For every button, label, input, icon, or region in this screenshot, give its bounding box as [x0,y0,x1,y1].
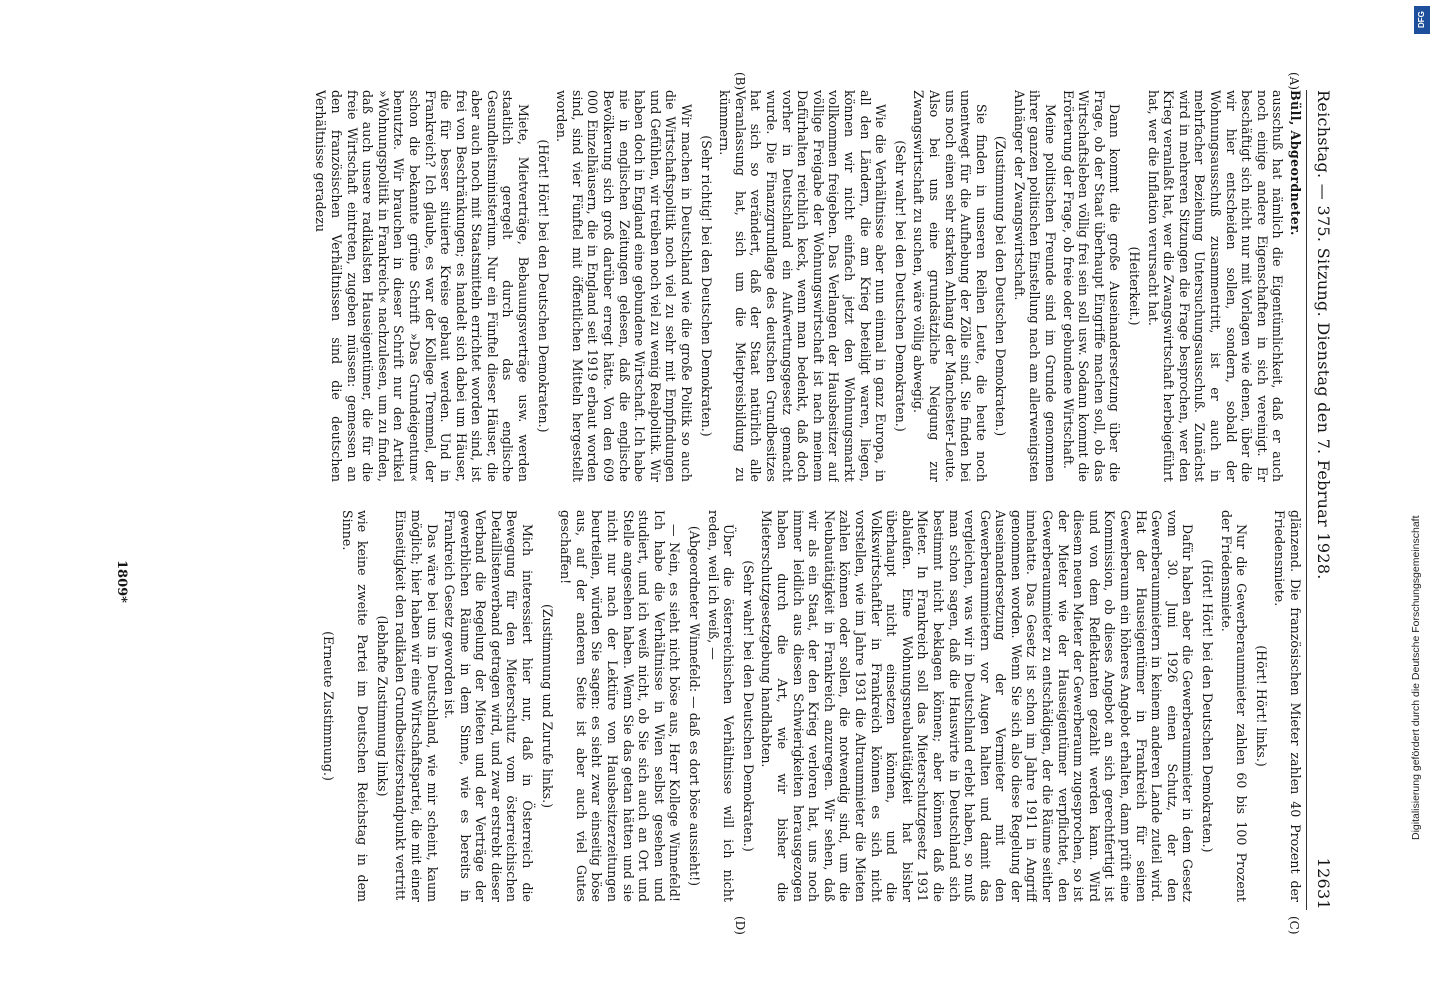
interjection: (Hört! Hört! bei den Deutschen Demokraten.) [535,139,551,433]
interjection: (Zustimmung und Zurufe links.) [539,603,555,809]
header-rule [1306,90,1307,910]
interjection: (lebhafte Zustimmung links) [374,615,390,797]
paragraph: Dafür haben aber die Gewerberaummieter in dem Gesetz vom 30. Juni 1926 einen Schutz, der den Gewerberaummietern in keinem anderen Lande zuteil wird. Hat der Hauseigentümer in Frankreich für seinen Gewerberaum ein höheres Angebot erhalten, dann prüft eine Kommission, ob dieses Angebot an sich gerechtfertigt ist und von dem Reflektanten gezahlt werden kann. Wird diesem neuen Mieter der Gewerberaum zugesprochen, so ist der Mieter wie der Hauseigentümer verpflichtet, den Gewerberaummieter zu entschädigen, der die Räume seither innehatte. Das Gesetz ist schon im Jahre 1911 in Angriff genommen worden. Wenn Sie sich also diese Regelung der Auseinandersetzung der Vermieter mit den Gewerberaummietern vor Augen halten und damit das vergleichen, was wir in Deutschland erlebt haben, so muß man schon sagen, daß die Hauswirte in Deutschland sich bestimmt nicht beklagen können; aber können daß die Mieter. In Frankreich soll das Mieterschutzgesetz 1931 ablaufen. Eine Wohnungsneubautätigkeit hat bisher überhaupt nicht einsetzen können, und die Volkswirtschaftler in Frankreich können es sich nicht vorstellen, wie im Jahre 1931 die Altraummieter die Mieten zahlen können oder sollen, die notwendig sind, um die Neubautätigkeit in Frankreich anzuregen. Wir sehen, daß wir als ein Staat, der den Krieg verloren hat, uns noch immer leidlich aus diesen Schwierigkeiten herausgezogen haben durch die Art, wie wir bisher die Mieterschutzgesetzgebung handhabten. [759,510,1196,902]
rotated-page [114,72,1337,935]
paragraph: Nur die Gewerberaummieter zahlen 60 bis 100 Prozent der Friedensmiete. [1218,510,1250,902]
digitization-note: Digitalisierung gefördert durch die Deutsche Forschungsgemeinschaft [1410,515,1422,840]
header-title: Reichstag. — 375. Sitzung. Dienstag den 7. Februar 1928. [1314,90,1333,580]
paragraph: Meine politischen Freunde sind im Grunde genommen ihrer ganzen politischen Einstellung nach am allerwenigsten Anhänger der Zwangswirtschaft. [1011,90,1059,482]
page-header [1311,90,1337,910]
signature-mark: 1809* [114,560,129,603]
dfg-logo-icon: DFG [1414,6,1430,34]
left-column [127,90,1303,482]
interjection: (Heiterkeit.) [1127,246,1143,326]
margin-marker-c: (C) [1287,916,1301,935]
interjection: (Sehr wahr! bei den Deutschen Demokraten.) [892,140,908,432]
paragraph: Sie finden in unseren Reihen Leute, die heute noch unentwegt für die Aufhebung der Zölle sind. Sie finden bei uns noch einen sehr starken Anhang der Manchester-Leute. Also bei uns eine grundsätzliche Neigung zur Zwangswirtschaft zu suchen, wäre völlig abwegig. [911,90,989,482]
margin-marker-a: (A) [1287,72,1301,91]
speaker-line: Büll, Abgeordneter. [1288,90,1303,236]
paragraph: Dann kommt die große Auseinandersetzung über die Frage, ob der Staat überhaupt Eingriffe machen soll, ob das Wirtschaftsleben völlig frei sein soll usw. Sodann kommt die Erörterung der Frage, ob freie oder gebundene Wirtschaft. [1060,90,1123,482]
digitization-stamp [1412,0,1434,1000]
paragraph: wie keine zweite Partei im Deutschen Reichstag in dem Sinne. [339,510,371,902]
paragraph: Wie die Verhältnisse aber nun einmal in ganz Europa, in all den Ländern, die am Krieg beteiligt waren, liegen, können wir nicht einfach jetzt den Wohnungsmarkt vollkommen freigeben. Das Verlangen der Hausbesitzer auf völlige Freigabe der Wohnungswirtschaft ist nach meinem Dafürhalten reichlich keck, wenn man bedenkt, daß doch vorher in Deutschland ein Aufwertungsgesetz gemacht wurde. Die Finanzgrundlage des deutschen Grundbesitzes hat sich so verändert, daß der Staat natürlich alle Veranlassung hat, sich um die Mietpreisbildung zu kümmern. [717,90,889,482]
paragraph: Miete, Mietverträge, Bebauungsverträge usw. werden staatlich geregelt durch das englische Gesundheitsministerium. Nur ein Fünftel dieser Häuser, die aber auch noch mit Staatsmitteln errichtet worden sind, ist frei von Beschränkungen; es handelt sich dabei um Häuser, die für besser situierte Kreise gebaut werden. Und in Frankreich? Ich glaube, es war der Kollege Tremmel, der schon die bekannte grüne Schrift »Das Grundeigentum« benutzte. Wir brauchen in dieser Schrift nur den Artikel »Wohnungspolitik in Frankreich« nachzulesen, um zu finden, daß auch unsere radikalsten Hauseigentümer, die für die freie Wirtschaft eintreten, zugeben müssen: gemessen an den französischen Verhältnissen sind die deutschen Verhältnisse geradezu [313,90,532,482]
interjection: (Zustimmung bei den Deutschen Demokraten.) [993,135,1009,437]
paragraph: Über die österreichischen Verhältnisse will ich nicht reden, weil ich weiß, — [705,510,737,902]
right-column [127,510,1303,902]
interjection: (Erneute Zustimmung.) [320,631,336,781]
paragraph: — Nein, es sieht nicht böse aus, Herr Kollege Winnefeld! Ich habe die Verhältnisse in Wien selbst gesehen und studiert, und ich weiß nicht, ob Sie sich auch an Ort und Stelle angesehen haben. Wenn Sie das getan hätten und sie nicht nur nach der Lektüre von Hausbesitzerzeitungen beurteilen, würden Sie sagen: es sieht zwar einseitig böse aus, auf der anderen Seite ist aber auch viel Gutes geschaffen! [558,510,683,902]
interjection: (Sehr richtig! bei den Deutschen Demokraten.) [698,135,714,437]
margin-marker-d: (D) [733,916,747,935]
interjection: (Hört! Hört! links.) [1253,645,1269,767]
paragraph: glänzend. Die französischen Mieter zahlen 40 Prozent der Friedensmiete. [1272,510,1303,902]
interjection: (Hört! Hört! bei den Deutschen Demokraten.) [1200,559,1216,853]
paragraph: Das wäre bei uns in Deutschland, wie mir scheint, kaum möglich; hier haben wir eine Wirtschaftspartei, die mit einer Einseitigkeit den radikalen Grundbesitzerstandpunkt vertritt [393,510,440,902]
interjection: (Sehr wahr! bei den Deutschen Demokraten.) [740,560,756,852]
paragraph: Mich interessiert hier nur, daß in Österreich die Bewegung für den Mieterschutz vom österreichischen Detaillistenverband getragen wird, und zwar erstrebt dieser Verband die Regelung der Mieten und der Verträge der gewerblichen Räume in dem Sinne, wie es bereits in Frankreich Gesetz geworden ist. [442,510,536,902]
paragraph: Wir machen in Deutschland wie die große Politik so auch die Wirtschaftspolitik noch viel zu sehr mit Empfindungen und Gefühlen, wir treiben noch viel zu wenig Realpolitik. Wir haben doch in England eine gebundene Wirtschaft. Ich habe nie in englischen Zeitungen gelesen, daß die englische Bevölkerung sich groß darüber erregt hätte. Von den 609 000 Einzelhäusern, die in England seit 1919 erbaut worden sind, sind vier Fünftel mit öffentlichen Mitteln hergestellt worden. [554,90,695,482]
paragraph: ausschuß hat nämlich die Eigentümlichkeit, daß er auch noch einige andere Eigenschaften in sich vereinigt. Er beschäftigt sich nicht nur mit Vorlagen wie denen, über die wir hier entscheiden sollen, sondern, sobald der Wohnungsausschuß zusammentritt, ist er auch in mehrfacher Beziehung Untersuchungsausschuß. Zunächst wird in mehreren Sitzungen die Frage besprochen, wer den Krieg veranlaßt hat, wer die Zwangswirtschaft herbeigeführt hat, wer die Inflation verursacht hat. [1145,90,1286,482]
page-number: 12631 [1314,857,1333,910]
interjection: (Abgeordneter Winnefeld: — daß es dort böse aussieht!) [687,525,703,887]
margin-marker-b: (B) [733,72,747,91]
